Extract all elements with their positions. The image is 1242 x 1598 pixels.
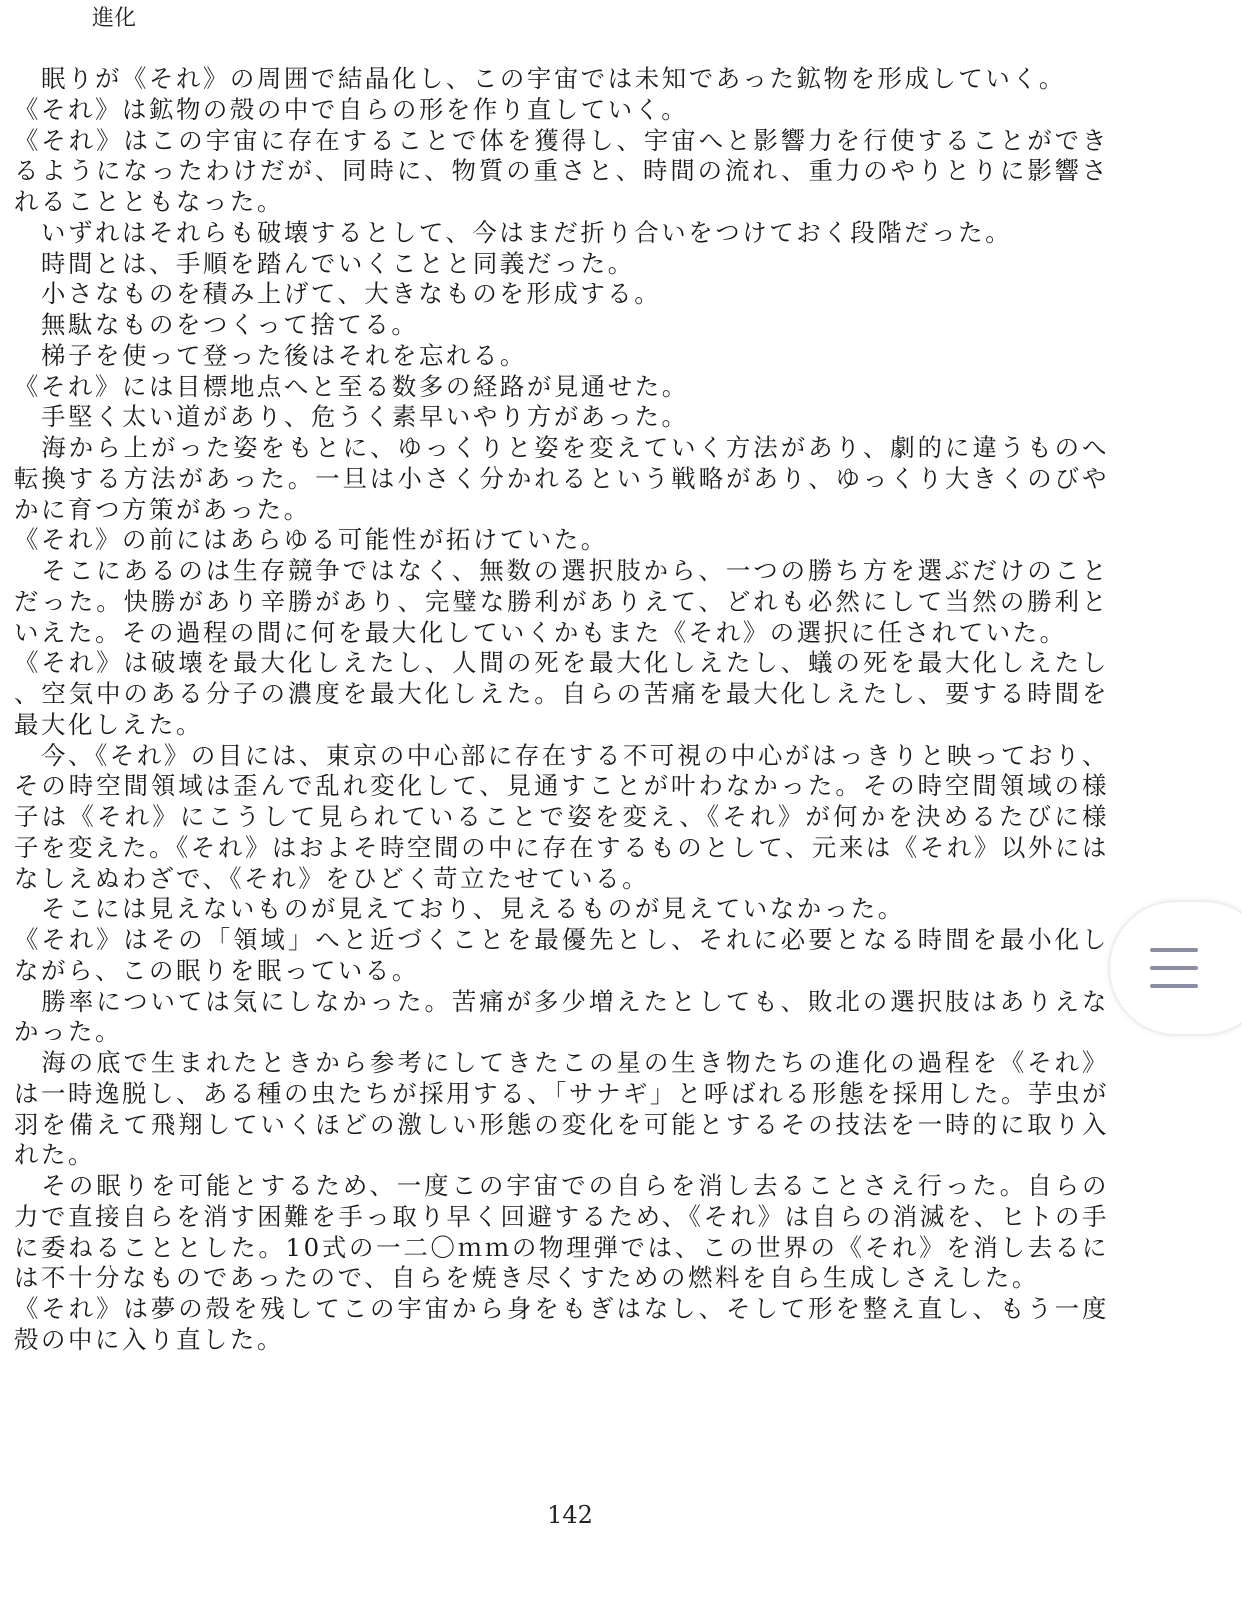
paragraph: 梯子を使って登った後はそれを忘れる。 — [14, 340, 527, 370]
paragraph: 手堅く太い道があり、危うく素早いやり方があった。 — [14, 402, 689, 432]
paragraph: 小さなものを積み上げて、大きなものを形成する。 — [14, 279, 662, 309]
page-body — [14, 64, 1109, 1356]
page-number: 142 — [547, 1501, 593, 1529]
paragraph: そこにあるのは生存競争ではなく、無数の選択肢から、一つの勝ち方を選ぶだけのことだった。快勝があり辛勝があり、完璧な勝利がありえて、どれも必然にして当然の勝利といえた。その過程の間に何を最大化していくかもまた《それ》の選択に任されていた。 — [14, 556, 1109, 647]
paragraph: 《それ》はこの宇宙に存在することで体を獲得し、宇宙へと影響力を行使することができるようになったわけだが、同時に、物質の重さと、時間の流れ、重力のやりとりに影響されることともなった。 — [14, 125, 1109, 216]
paragraph: 《それ》は破壊を最大化しえたし、人間の死を最大化しえたし、蟻の死を最大化しえたし、空気中のある分子の濃度を最大化しえた。自らの苦痛を最大化しえたし、要する時間を最大化しえた。 — [14, 648, 1109, 739]
paragraph: 眠りが《それ》の周囲で結晶化し、この宇宙では未知であった鉱物を形成していく。 — [14, 64, 1066, 93]
paragraph: そこには見えないものが見えており、見えるものが見えていなかった。 — [14, 894, 905, 924]
paragraph: 《それ》の前にはあらゆる可能性が拓けていた。 — [14, 525, 608, 555]
chapter-title: 進化 — [92, 6, 137, 31]
paragraph: 《それ》は鉱物の殻の中で自らの形を作り直していく。 — [14, 94, 689, 124]
paragraph: 《それ》は夢の殻を残してこの宇宙から身をもぎはなし、そして形を整え直し、もう一度殻の中に入り直した。 — [14, 1294, 1109, 1354]
paragraph: その眠りを可能とするため、一度この宇宙での自らを消し去ることさえ行った。自らの力で直接自らを消す困難を手っ取り早く回避するため、《それ》は自らの消滅を、ヒトの手に委ねることとした。10式の一二〇ｍｍの物理弾では、この世界の《それ》を消し去るには不十分なものであったので、自らを焼き尽くすための燃料を自ら生成しさえした。 — [14, 1171, 1109, 1293]
paragraph: 海の底で生まれたときから参考にしてきたこの星の生き物たちの進化の過程を《それ》は一時逸脱し、ある種の虫たちが採用する、「サナギ」と呼ばれる形態を採用した。芋虫が羽を備えて飛翔していくほどの激しい形態の変化を可能とするその技法を一時的に取り入れた。 — [14, 1048, 1109, 1170]
paragraph: 《それ》はその「領域」へと近づくことを最優先とし、それに必要となる時間を最小化しながら、この眠りを眠っている。 — [14, 925, 1109, 985]
paragraph: いずれはそれらも破壊するとして、今はまだ折り合いをつけておく段階だった。 — [14, 217, 1013, 247]
paragraph: 無駄なものをつくって捨てる。 — [14, 310, 419, 339]
paragraph: 今、《それ》の目には、東京の中心部に存在する不可視の中心がはっきりと映っており、その時空間領域は歪んで乱れ変化して、見通すことが叶わなかった。その時空間領域の様子は《それ》にこうして見られていることで姿を変え、《それ》が何かを決めるたびに様子を変えた。《それ》はおよそ時空間の中に存在するものとして、元来は《それ》以外にはなしえぬわざで、《それ》をひどく苛立たせている。 — [14, 740, 1109, 893]
menu-button[interactable] — [1110, 902, 1242, 1034]
paragraph: 勝率については気にしなかった。苦痛が多少増えたとしても、敗北の選択肢はありえなかった。 — [14, 986, 1109, 1047]
paragraph: 海から上がった姿をもとに、ゆっくりと姿を変えていく方法があり、劇的に違うものへ転換する方法があった。一旦は小さく分かれるという戦略があり、ゆっくり大きくのびやかに育つ方策があった。 — [14, 433, 1109, 524]
paragraph: 時間とは、手順を踏んでいくことと同義だった。 — [14, 248, 635, 278]
hamburger-menu-icon — [1150, 948, 1198, 988]
paragraph: 《それ》には目標地点へと至る数多の経路が見通せた。 — [14, 371, 689, 401]
